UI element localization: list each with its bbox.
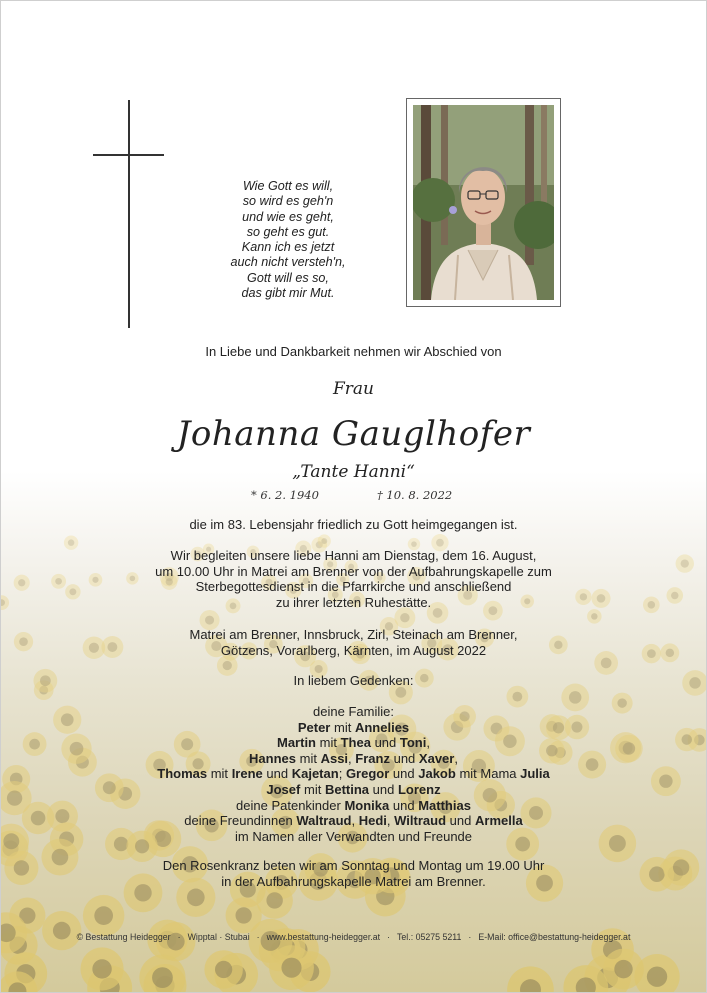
- funeral-line: Sterbegottesdienst in die Pfarrkirche und anschließend: [195, 579, 512, 595]
- portrait-photo: [413, 105, 554, 300]
- deceased-name: Johanna Gauglhofer: [176, 414, 531, 454]
- nickname: „Tante Hanni“: [292, 462, 415, 482]
- footer-company: © Bestattung Heidegger: [76, 932, 171, 942]
- family-line: Thomas mit Irene und Kajetan; Gregor und Jakob mit Mama Julia: [157, 766, 550, 782]
- poem-line: Wie Gott es will,: [242, 179, 334, 193]
- funeral-line: zu ihrer letzten Ruhestätte.: [275, 594, 432, 610]
- poem-line: Kann ich es jetzt: [241, 240, 335, 255]
- rosary-info: [1, 858, 706, 889]
- funeral-line: um 10.00 Uhr in Matrei am Brenner von der Aufbahrungskapelle zum: [155, 563, 552, 579]
- footer: © Bestattung Heidegger · Wipptal · Stubai · www.bestattung-heidegger.at · Tel.: 05275 5211 · E-Mail: office@bestattung-heidegger.at: [76, 932, 631, 942]
- funeral-line: Wir begleiten unsere liebe Hanni am Dienstag, dem 16. August,: [170, 548, 537, 563]
- poem-line: auch nicht versteh'n,: [230, 255, 346, 270]
- funeral-details: [1, 548, 706, 610]
- family-list: [1, 704, 706, 844]
- cross-icon-bar: [93, 154, 164, 156]
- places-line: Matrei am Brenner, Innsbruck, Zirl, Steinach am Brenner,: [189, 627, 518, 642]
- poem-line: so wird es geh'n: [242, 194, 334, 209]
- rosary-line: in der Aufbahrungskapelle Matrei am Brenner.: [221, 873, 486, 889]
- family-line: deine Patenkinder Monika und Matthias: [236, 797, 471, 813]
- family-intro: deine Familie:: [313, 704, 394, 719]
- family-line: deine Freundinnen Waltraud, Hedi, Wiltraud und Armella: [184, 813, 523, 829]
- poem-line: so geht es gut.: [246, 224, 330, 239]
- family-line: Hannes mit Assi, Franz und Xaver,: [249, 750, 458, 766]
- family-relatives: im Namen aller Verwandten und Freunde: [234, 828, 473, 844]
- footer-region: Wipptal · Stubai: [187, 932, 250, 942]
- memory-heading: In liebem Gedenken:: [293, 673, 414, 688]
- footer-phone: Tel.: 05275 5211: [397, 932, 462, 942]
- poem-line: Gott will es so,: [247, 270, 329, 285]
- age-line: die im 83. Lebensjahr friedlich zu Gott heimgegangen ist.: [189, 517, 518, 532]
- poem-line: das gibt mir Mut.: [241, 286, 335, 301]
- salutation: Frau: [332, 379, 374, 399]
- portrait-photo-frame: [406, 98, 561, 307]
- family-line: Peter mit Annelies: [297, 719, 410, 735]
- family-line: Martin mit Thea und Toni,: [277, 735, 430, 751]
- rosary-line: Den Rosenkranz beten wir am Sonntag und Montag um 19.00 Uhr: [162, 858, 545, 873]
- intro-text: In Liebe und Dankbarkeit nehmen wir Abschied von: [205, 344, 502, 359]
- footer-email-link[interactable]: E-Mail: office@bestattung-heidegger.at: [478, 932, 631, 942]
- family-line: Josef mit Bettina und Lorenz: [266, 781, 441, 797]
- cross-icon: [128, 100, 130, 328]
- footer-website-link[interactable]: www.bestattung-heidegger.at: [266, 932, 381, 942]
- birth-date: * 6. 2. 1940: [251, 488, 319, 502]
- poem-line: und wie es geht,: [242, 209, 334, 224]
- death-date: † 10. 8. 2022: [377, 488, 453, 502]
- poem: [193, 179, 383, 301]
- places: [1, 627, 706, 658]
- places-line: Götzens, Vorarlberg, Kärnten, im August 2022: [220, 642, 487, 658]
